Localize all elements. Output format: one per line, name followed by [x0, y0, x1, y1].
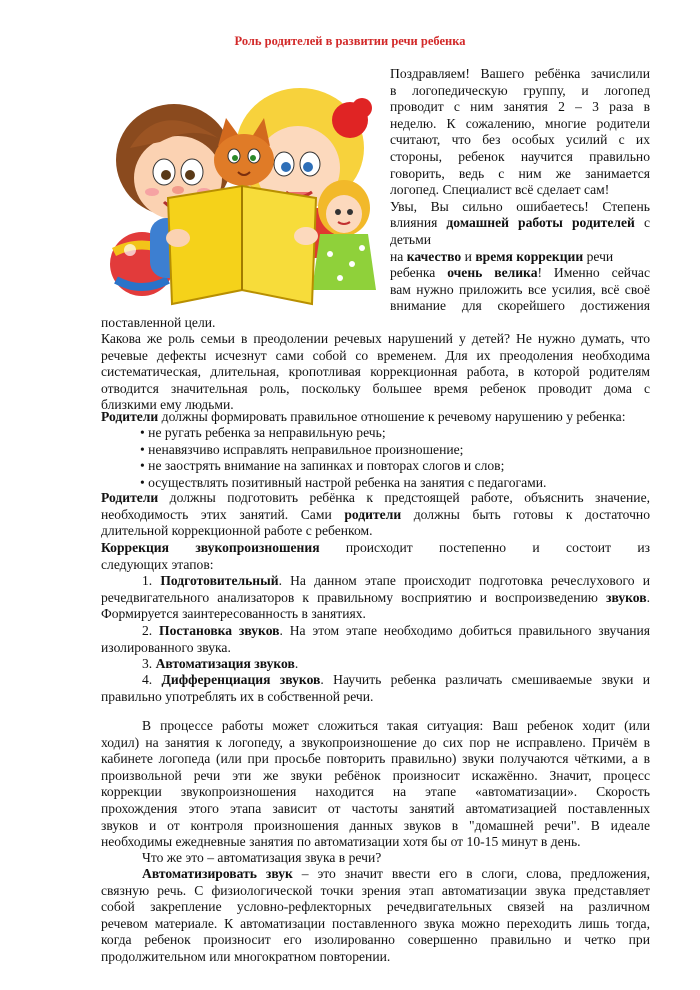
stage-1: [101, 573, 650, 623]
intro-line: вам нужно приложить все усилия, всё своё: [390, 281, 650, 297]
intro-line: Увы, Вы сильно ошибаетесь! Степень: [390, 198, 650, 214]
intro-line: Поздравляем! Вашего ребёнка зачислили: [390, 66, 650, 81]
paragraph-line: близкими ему людьми.: [101, 397, 234, 413]
intro-line: неделю. К сожалению, многие родители: [390, 115, 650, 131]
paragraph-line: 1. Подготовительный. На данном этапе происходит подготовка речеслухового и: [142, 573, 650, 588]
paragraph-line: связную речь. С физиологической точки зрения этап автоматизации звука представляет: [101, 882, 650, 898]
paragraph-line: коррекции звукопроизношения находится на этапе «автоматизации». Скорость: [101, 784, 650, 800]
paragraph-line: В процессе работы может сложиться такая ситуация: Ваш ребенок ходит (или: [142, 718, 650, 733]
intro-line: влияния домашней работы родителей с: [390, 215, 650, 231]
parents-prepare-paragraph: [101, 490, 650, 540]
parents-attitude-line: Родители должны формировать правильное отношение к речевому нарушению у ребенка:: [101, 409, 626, 424]
stage-4: [101, 672, 650, 705]
list-item: • осуществлять позитивный настрой ребенка на занятия с педагогами.: [140, 474, 547, 490]
doll-figure: [312, 180, 376, 290]
paragraph-line: продолжительном или многократном повторении.: [101, 948, 391, 964]
open-book-icon: [166, 186, 318, 304]
paragraph-line: 2. Постановка звуков. На этом этапе необходимо добиться правильного звучания: [142, 623, 650, 638]
automation-paragraph: [101, 866, 650, 966]
intro-line: стороны, ребенок научится правильно: [390, 148, 650, 164]
stage-2: [101, 623, 650, 656]
paragraph-line: собой закрепление условно-рефлекторных речедвигательных связей на различном: [101, 899, 650, 915]
intro-line: детьми: [390, 231, 431, 247]
paragraph-line: Родители должны подготовить ребёнка к предстоящей работе, объяснить значение,: [101, 490, 650, 505]
paragraph-line: необходимость этих занятий. Сами родители должны быть готовы к достаточно: [101, 506, 651, 522]
intro-line: считают, что без особых усилий с их: [390, 132, 650, 148]
correction-intro: [101, 540, 650, 573]
intro-paragraph: [390, 66, 650, 315]
paragraph-line: прохождения этого этапа зависит от частоты занятий автоматизацией поставленных: [101, 800, 650, 816]
list-item: • не ругать ребенка за неправильную речь;: [140, 425, 386, 440]
family-role-paragraph: [101, 331, 650, 414]
paragraph-line: ходил) на занятия к логопеду, а звукопроизношение до сих пор не исправлено. Причём в: [101, 734, 650, 750]
process-paragraph: [101, 718, 650, 851]
paragraph-line: следующих этапов:: [101, 556, 214, 572]
paragraph-line: изолированного звука.: [101, 639, 231, 655]
automation-question: Что же это – автоматизация звука в речи?: [142, 850, 382, 865]
paragraph-line: Автоматизировать звук – это значит ввести его в слоги, слова, предложения,: [142, 866, 650, 881]
document-title: Роль родителей в развитии речи ребенка: [234, 34, 466, 48]
paragraph-line: кабинете логопеда (или при просьбе повторить правильно) звуки получаются чёткими, а в: [101, 751, 650, 767]
intro-line: в логопедическую группу, и логопед: [390, 82, 650, 98]
paragraph-line: правильно употреблять их в собственной речи.: [101, 688, 374, 704]
paragraph-line: произвольной речи эти же звуки ребёнок произносит искажённо. Значит, процесс: [101, 767, 650, 783]
paragraph-line: речевые дефекты исчезнут сами собой со временем. Для их преодоления необходима: [101, 347, 650, 363]
paragraph-line: необходимы ежедневные занятия по автоматизации хотя бы от 10-15 минут в день.: [101, 834, 581, 850]
children-reading-illustration: [100, 68, 382, 310]
intro-line: на качество и время коррекции речи: [390, 248, 614, 264]
paragraph-line: систематическая, длительная, кропотливая коррекционная работа, в которой родителям: [101, 364, 650, 380]
paragraph-line: речевом материале. К автоматизации поставленного звука можно переходить лишь тогда,: [101, 915, 650, 931]
intro-continuation: поставленной цели.: [101, 315, 216, 330]
intro-line: ребенка очень велика! Именно сейчас: [390, 265, 650, 281]
stage-3: 3. Автоматизация звуков.: [142, 656, 299, 671]
intro-line: говорить, ведь с ним же занимается: [390, 165, 650, 181]
paragraph-line: когда ребенок произносит его изолированно совершенно правильно и четко при: [101, 932, 650, 948]
advice-list: [140, 425, 546, 491]
paragraph-line: отводится значительная роль, поскольку большее время ребенок проводит дома с: [101, 380, 650, 396]
paragraph-line: 4. Дифференциация звуков. Научить ребенка различать смешиваемые звуки и: [142, 672, 650, 687]
paragraph-line: длительной коррекционной работе с ребенком.: [101, 523, 373, 539]
paragraph-line: Коррекция звукопроизношения происходит постепенно и состоит из: [101, 540, 650, 555]
paragraph-line: Какова же роль семьи в преодолении речевых нарушений у детей? Не нужно думать, что: [101, 331, 650, 346]
paragraph-line: Формируется заинтересованность в занятиях.: [101, 606, 366, 622]
intro-line: проводит с ним занятия 2 – 3 раза в: [390, 99, 650, 115]
intro-line: логопед. Специалист всё сделает сам!: [390, 182, 610, 198]
list-item: • не заострять внимание на запинках и повторах слогов и слов;: [140, 458, 505, 474]
paragraph-line: звуков и от контроля произношения данных звуков в "домашней речи". В идеале: [101, 817, 650, 833]
list-item: • ненавязчиво исправлять неправильное произношение;: [140, 441, 464, 457]
intro-line: внимание для скорейшего достижения: [390, 298, 650, 314]
paragraph-line: речедвигательного анализаторов к правильному восприятию и воспроизведению звуков.: [101, 589, 650, 605]
